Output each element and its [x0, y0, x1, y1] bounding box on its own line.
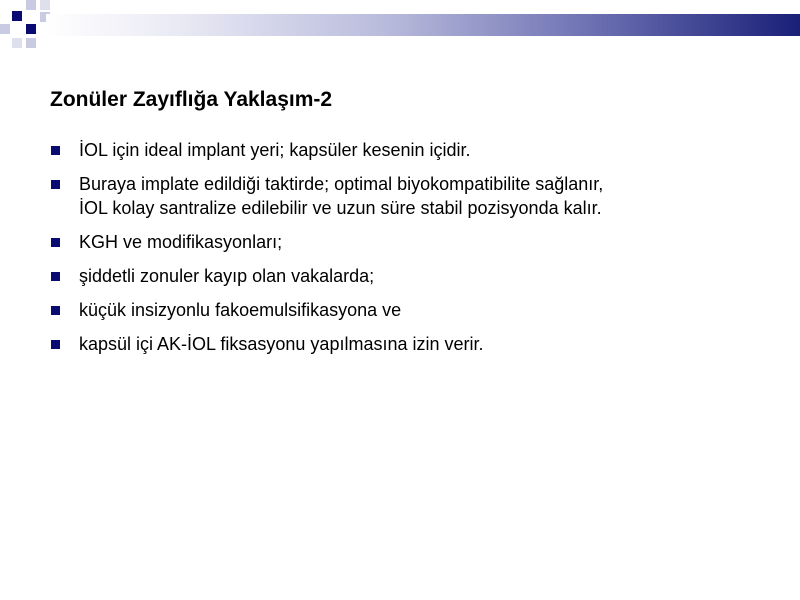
decorative-square-icon — [26, 24, 36, 34]
bullet-text: Buraya implate edildiği taktirde; optimal biyokompatibilite sağlanır, — [79, 174, 604, 194]
bullet-text: şiddetli zonuler kayıp olan vakalarda; — [79, 266, 375, 286]
header-gradient-bar — [46, 14, 800, 36]
bullet-text: KGH ve modifikasyonları; — [79, 232, 283, 252]
decorative-square-icon — [0, 24, 10, 34]
bullet-item — [50, 264, 770, 288]
bullet-text: İOL için ideal implant yeri; kapsüler kesenin içidir. — [79, 140, 471, 160]
square-bullet-icon — [51, 238, 60, 247]
square-bullet-icon — [51, 272, 60, 281]
bullet-item — [50, 138, 770, 162]
decorative-square-icon — [26, 0, 36, 10]
bullet-item — [50, 172, 770, 220]
bullet-item — [50, 230, 770, 254]
decorative-square-icon — [12, 11, 22, 21]
square-bullet-icon — [51, 306, 60, 315]
square-bullet-icon — [51, 146, 60, 155]
square-bullet-icon — [51, 180, 60, 189]
bullet-item — [50, 298, 770, 322]
decorative-square-icon — [26, 38, 36, 48]
decorative-square-icon — [40, 0, 50, 10]
bullet-text: İOL kolay santralize edilebilir ve uzun süre stabil pozisyonda kalır. — [79, 198, 602, 218]
decorative-square-icon — [12, 38, 22, 48]
square-bullet-icon — [51, 340, 60, 349]
bullet-item — [50, 332, 770, 356]
bullet-list — [50, 138, 770, 366]
bullet-text: kapsül içi AK-İOL fiksasyonu yapılmasına izin verir. — [79, 334, 484, 354]
bullet-text: küçük insizyonlu fakoemulsifikasyona ve — [79, 300, 402, 320]
slide-title: Zonüler Zayıflığa Yaklaşım-2 — [50, 88, 333, 111]
